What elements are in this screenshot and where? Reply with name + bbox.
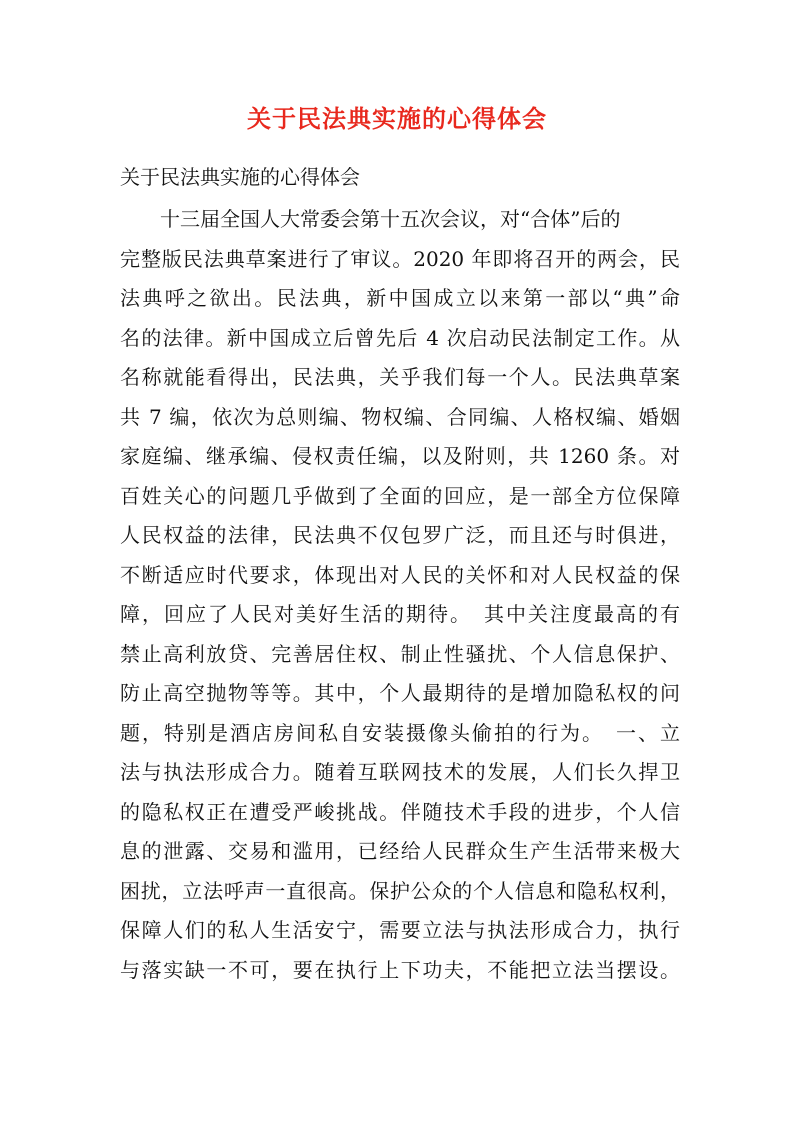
body-line: 法与执法形成合力。随着互联网技术的发展，人们长久捍卫 (120, 760, 680, 784)
body-line: 共 7 编，依次为总则编、物权编、合同编、人格权编、婚姻 (120, 404, 680, 429)
body-line: 障，回应了人民对美好生活的期待。 其中关注度最高的有 (120, 602, 680, 626)
body-line: 十三届全国人大常委会第十五次会议，对“合体”后的 (160, 207, 621, 231)
body-line: 名的法律。新中国成立后曾先后 4 次启动民法制定工作。从 (120, 325, 680, 350)
document-title: 关于民法典实施的心得体会 (247, 104, 547, 133)
body-line: 法典呼之欲出。民法典，新中国成立以来第一部以“典”命 (120, 286, 680, 310)
document-body (120, 200, 680, 990)
body-line: 困扰，立法呼声一直很高。保护公众的个人信息和隐私权利， (120, 878, 680, 903)
document-subtitle: 关于民法典实施的心得体会 (120, 165, 360, 189)
body-line: 保障人们的私人生活安宁，需要立法与执法形成合力，执行 (120, 918, 680, 942)
body-line: 与落实缺一不可，要在执行上下功夫，不能把立法当摆设。 (120, 957, 680, 982)
body-line: 防止高空抛物等等。其中，个人最期待的是增加隐私权的问 (120, 681, 680, 705)
body-line: 人民权益的法律，民法典不仅包罗广泛，而且还与时俱进， (120, 523, 680, 547)
body-line: 的隐私权正在遭受严峻挑战。伴随技术手段的进步，个人信 (120, 799, 680, 824)
body-line: 禁止高利放贷、完善居住权、制止性骚扰、个人信息保护、 (120, 641, 680, 666)
body-line: 题，特别是酒店房间私自安装摄像头偷拍的行为。 一、立 (120, 720, 680, 745)
body-line: 完整版民法典草案进行了审议。2020 年即将召开的两会，民 (120, 246, 680, 271)
body-line: 百姓关心的问题几乎做到了全面的回应，是一部全方位保障 (120, 483, 680, 508)
body-line: 不断适应时代要求，体现出对人民的关怀和对人民权益的保 (120, 562, 680, 587)
body-line: 家庭编、继承编、侵权责任编，以及附则，共 1260 条。对 (120, 444, 680, 468)
body-line: 名称就能看得出，民法典，关乎我们每一个人。民法典草案 (120, 365, 680, 389)
body-line: 息的泄露、交易和滥用，已经给人民群众生产生活带来极大 (120, 839, 680, 863)
